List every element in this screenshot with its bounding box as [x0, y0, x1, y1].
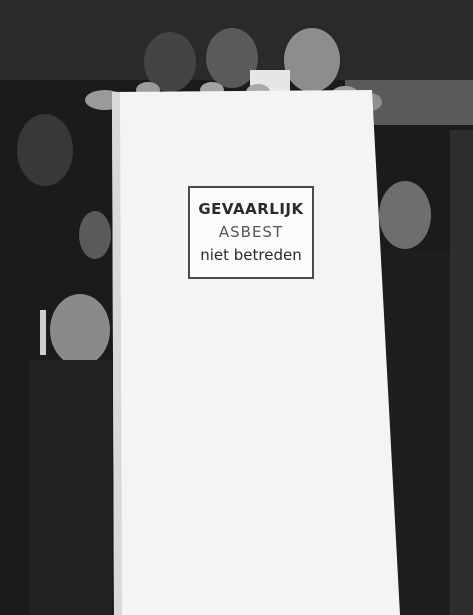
sign-line-3: niet betreden — [200, 246, 302, 264]
person-top-right-head — [284, 28, 340, 92]
candle — [40, 310, 46, 355]
sign-line-1: GEVAARLIJK — [198, 200, 304, 218]
sign-line-2: ASBEST — [218, 223, 284, 241]
person-left-laughing-face — [50, 294, 110, 366]
person-left-upper — [17, 114, 73, 186]
white-board — [112, 90, 400, 615]
warning-sign — [188, 186, 314, 279]
person-right-upper — [379, 181, 431, 249]
person-left-middle — [79, 211, 111, 259]
person-left-body — [30, 360, 112, 615]
door-frame — [450, 130, 473, 615]
